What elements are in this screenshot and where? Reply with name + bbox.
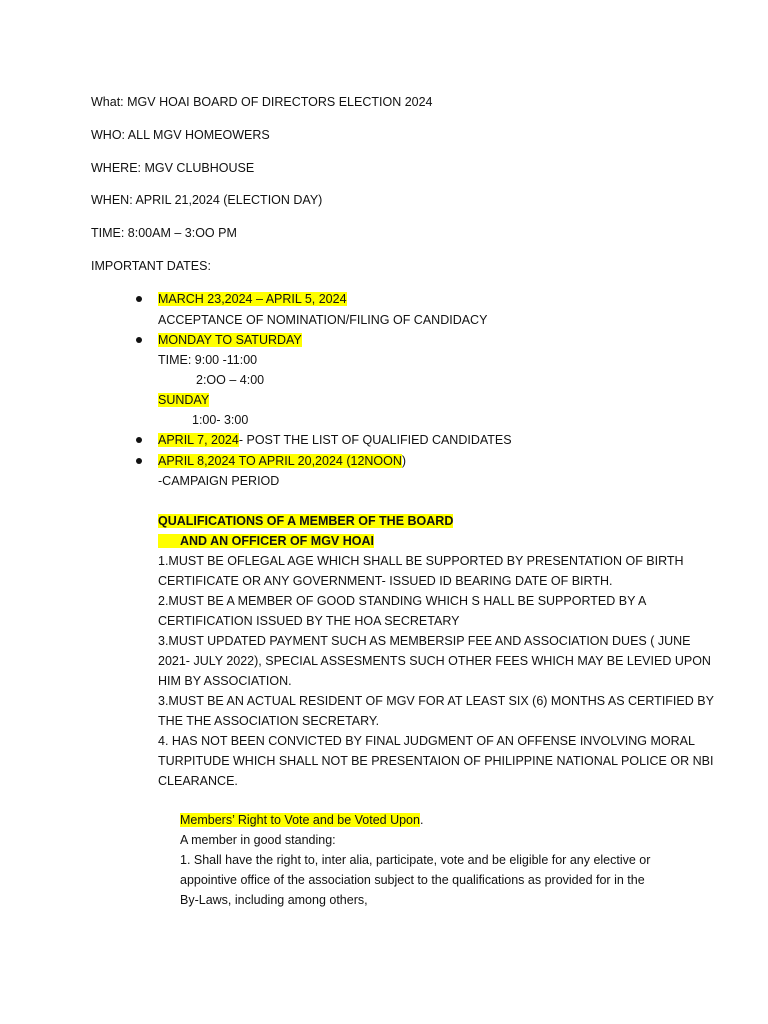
who-line: WHO: ALL MGV HOMEOWERS xyxy=(91,128,270,142)
bullet-icon xyxy=(136,296,142,302)
bullet-icon xyxy=(136,437,142,443)
qualification-line: 2.MUST BE A MEMBER OF GOOD STANDING WHICH S HALL BE SUPPORTED BY A xyxy=(158,594,647,608)
qualifications-heading-1 xyxy=(158,513,453,529)
qualifications-heading-2-highlight: AND AN OFFICER OF MGV HOAI xyxy=(158,534,374,548)
date-item-4 xyxy=(158,453,406,469)
date-item-3 xyxy=(158,432,512,448)
bullet-icon xyxy=(136,337,142,343)
rights-heading-period: . xyxy=(419,813,424,827)
qualification-line: THE THE ASSOCIATION SECRETARY. xyxy=(158,714,380,728)
qualification-line: 1.MUST BE OFLEGAL AGE WHICH SHALL BE SUPPORTED BY PRESENTATION OF BIRTH xyxy=(158,554,684,568)
rights-line: appointive office of the association subject to the qualifications as provided for in the xyxy=(180,873,645,887)
qualification-line: 4. HAS NOT BEEN CONVICTED BY FINAL JUDGMENT OF AN OFFENSE INVOLVING MORAL xyxy=(158,734,695,748)
qualifications-heading-1-highlight: QUALIFICATIONS OF A MEMBER OF THE BOARD xyxy=(158,514,454,528)
date-item-4-highlight: APRIL 8,2024 TO APRIL 20,2024 (12NOON xyxy=(158,454,402,468)
qualification-line: CLEARANCE. xyxy=(158,774,238,788)
sunday-label xyxy=(158,392,209,408)
date-item-4-desc: -CAMPAIGN PERIOD xyxy=(158,474,280,488)
what-line: What: MGV HOAI BOARD OF DIRECTORS ELECTION 2024 xyxy=(91,95,433,109)
date-item-1-desc: ACCEPTANCE OF NOMINATION/FILING OF CANDIDACY xyxy=(158,313,488,327)
qualification-line: HIM BY ASSOCIATION. xyxy=(158,674,292,688)
rights-line: 1. Shall have the right to, inter alia, participate, vote and be eligible for any elective or xyxy=(180,853,651,867)
date-item-2-highlight: MONDAY TO SATURDAY xyxy=(158,333,302,347)
qualification-line: CERTIFICATION ISSUED BY THE HOA SECRETARY xyxy=(158,614,460,628)
bullet-icon xyxy=(136,458,142,464)
date-item-1-title xyxy=(158,291,347,307)
qualification-line: CERTIFICATE OR ANY GOVERNMENT- ISSUED ID BEARING DATE OF BIRTH. xyxy=(158,574,613,588)
sunday-time: 1:00- 3:00 xyxy=(192,413,249,427)
sunday-highlight: SUNDAY xyxy=(158,393,210,407)
date-item-2-time1: TIME: 9:00 -11:00 xyxy=(158,353,258,367)
date-item-1-highlight: MARCH 23,2024 – APRIL 5, 2024 xyxy=(158,292,347,306)
rights-heading-highlight: Members’ Right to Vote and be Voted Upon xyxy=(180,813,420,827)
qualification-line: 2021- JULY 2022), SPECIAL ASSESMENTS SUCH OTHER FEES WHICH MAY BE LEVIED UPON xyxy=(158,654,711,668)
when-line: WHEN: APRIL 21,2024 (ELECTION DAY) xyxy=(91,193,323,207)
qualification-line: TURPITUDE WHICH SHALL NOT BE PRESENTAION OF PHILIPPINE NATIONAL POLICE OR NBI xyxy=(158,754,714,768)
date-item-2-title xyxy=(158,332,302,348)
where-line: WHERE: MGV CLUBHOUSE xyxy=(91,161,255,175)
qualification-line: 3.MUST UPDATED PAYMENT SUCH AS MEMBERSIP FEE AND ASSOCIATION DUES ( JUNE xyxy=(158,634,691,648)
important-dates-label: IMPORTANT DATES: xyxy=(91,259,211,273)
rights-heading xyxy=(180,812,423,828)
date-item-3-highlight: APRIL 7, 2024 xyxy=(158,433,239,447)
time-line: TIME: 8:00AM – 3:OO PM xyxy=(91,226,237,240)
date-item-4-paren: ) xyxy=(401,454,407,468)
rights-line: By-Laws, including among others, xyxy=(180,893,368,907)
rights-intro: A member in good standing: xyxy=(180,833,336,847)
date-item-2-time2: 2:OO – 4:00 xyxy=(196,373,265,387)
date-item-3-rest: - POST THE LIST OF QUALIFIED CANDIDATES xyxy=(238,433,512,447)
qualification-line: 3.MUST BE AN ACTUAL RESIDENT OF MGV FOR AT LEAST SIX (6) MONTHS AS CERTIFIED BY xyxy=(158,694,714,708)
qualifications-heading-2 xyxy=(158,533,374,549)
